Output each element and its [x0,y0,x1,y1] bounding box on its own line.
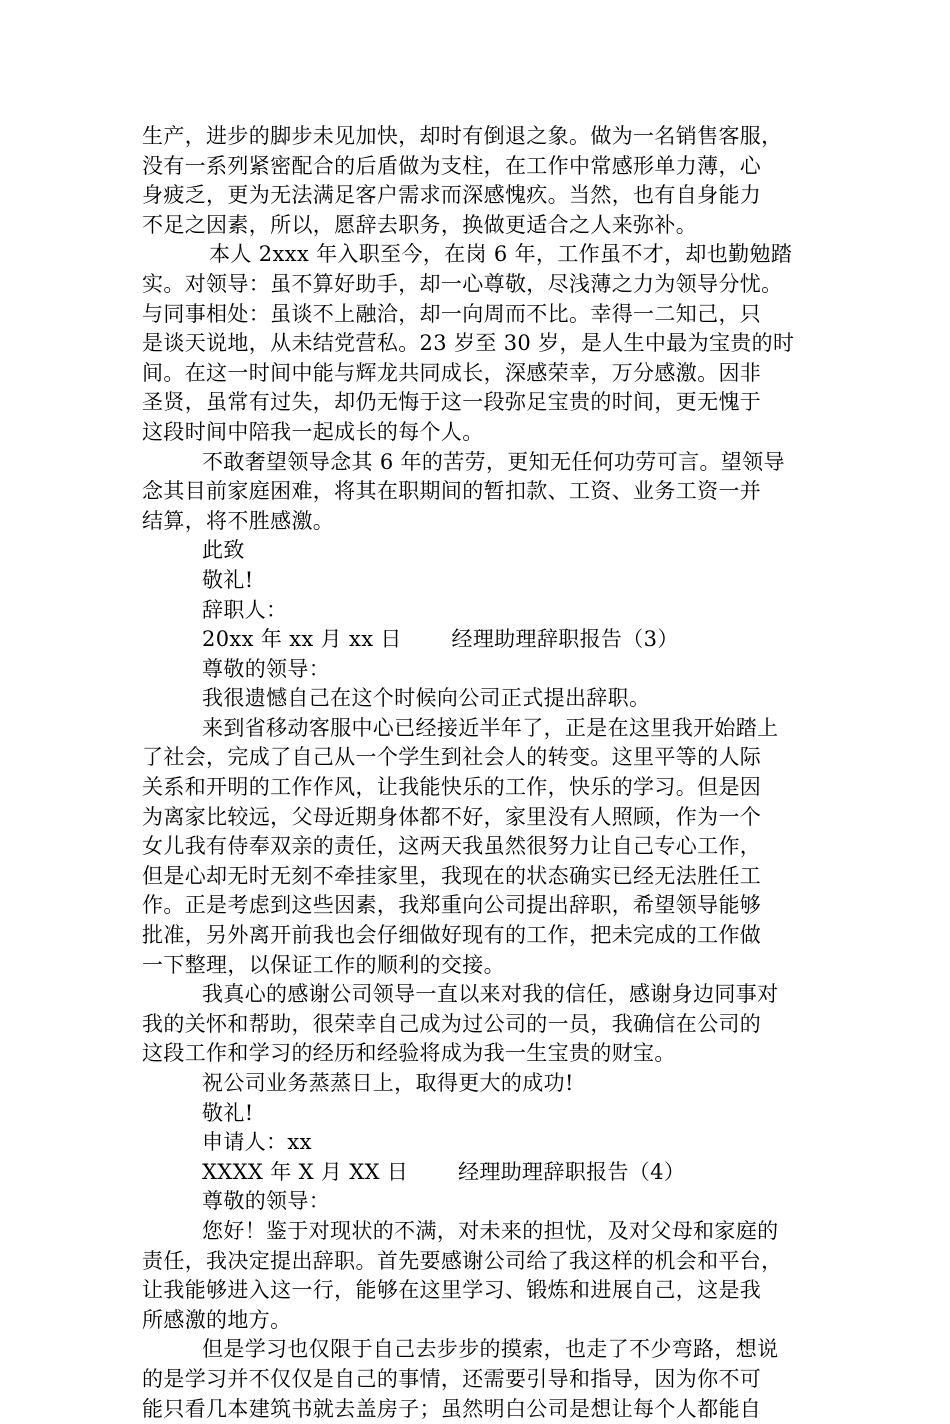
text-line: 念其目前家庭困难，将其在职期间的暂扣款、工资、业务工资一并 [142,479,762,504]
text-line: 辞职人： [202,597,288,622]
text-line: 尊敬的领导： [202,656,331,681]
text-line: 的是学习并不仅仅是自己的事情，还需要引导和指导，因为你不可 [142,1366,762,1391]
text-line: 但是学习也仅限于自己去步步的摸索，也走了不少弯路，想说 [202,1337,779,1362]
text-line: 责任，我决定提出辞职。首先要感谢公司给了我这样的机会和平台， [142,1248,783,1273]
text-line: XXXX 年 X 月 XX 日 经理助理辞职报告（4） [202,1159,686,1184]
text-line: 但是心却无时无刻不牵挂家里，我现在的状态确实已经无法胜任工 [142,863,762,888]
text-line: 我的关怀和帮助，很荣幸自己成为过公司的一员，我确信在公司的 [142,1011,762,1036]
text-line: 20xx 年 xx 月 xx 日 经理助理辞职报告（3） [202,627,679,652]
text-line: 此致 [202,538,245,563]
text-line: 敬礼! [202,567,254,592]
text-line: 作。正是考虑到这些因素，我郑重向公司提出辞职，希望领导能够 [142,893,762,918]
text-line: 所感激的地方。 [142,1307,292,1332]
text-line: 敬礼! [202,1100,254,1125]
text-line: 了社会，完成了自己从一个学生到社会人的转变。这里平等的人际 [142,745,762,770]
text-line: 生产，进步的脚步未见加快，却时有倒退之象。做为一名销售客服， [142,124,783,148]
text-line: 我真心的感谢公司领导一直以来对我的信任，感谢身边同事对 [202,982,779,1007]
text-line: 结算，将不胜感激。 [142,508,335,533]
text-line: 圣贤，虽常有过失，却仍无悔于这一段弥足宝贵的时间，更无愧于 [142,390,762,415]
text-line: 不足之因素，所以，愿辞去职务，换做更适合之人来弥补。 [142,212,698,237]
text-line: 一下整理，以保证工作的顺利的交接。 [142,952,505,977]
text-line: 与同事相处：虽谈不上融洽，却一向周而不比。幸得一二知己，只 [142,301,762,326]
text-line: 申请人：xx [202,1130,312,1155]
text-line: 能只看几本建筑书就去盖房子；虽然明白公司是想让每个人都能自 [142,1396,762,1421]
text-line: 祝公司业务蒸蒸日上，取得更大的成功! [202,1071,574,1095]
text-line: 关系和开明的工作作风，让我能快乐的工作，快乐的学习。但是因 [142,775,762,800]
text-line: 女儿我有侍奉双亲的责任，这两天我虽然很努力让自己专心工作， [142,834,762,859]
text-line: 我很遗憾自己在这个时候向公司正式提出辞职。 [202,686,651,711]
text-line: 没有一系列紧密配合的后盾做为支柱，在工作中常感形单力薄，心 [142,153,762,178]
text-line: 间。在这一时间中能与辉龙共同成长，深感荣幸，万分感激。因非 [142,360,762,385]
text-line: 是谈天说地，从未结党营私。23 岁至 30 岁，是人生中最为宝贵的时 [142,331,795,356]
text-line: 为离家比较远，父母近期身体都不好，家里没有人照顾，作为一个 [142,804,762,829]
text-line: 尊敬的领导： [202,1189,331,1214]
text-line: 不敢奢望领导念其 6 年的苦劳，更知无任何功劳可言。望领导 [202,449,785,474]
text-line: 身疲乏，更为无法满足客户需求而深感愧疚。当然，也有自身能力 [142,183,762,208]
text-line: 来到省移动客服中心已经接近半年了，正是在这里我开始踏上 [202,715,779,740]
text-line: 让我能够进入这一行，能够在这里学习、锻炼和进展自己，这是我 [142,1278,762,1303]
document-page [142,122,834,1424]
text-line: 您好！鉴于对现状的不满，对未来的担忧，及对父母和家庭的 [202,1218,779,1243]
text-line: 实。对领导：虽不算好助手，却一心尊敬，尽浅薄之力为领导分忧。 [142,271,783,296]
text-line: 本人 2xxx 年入职至今，在岗 6 年，工作虽不才，却也勤勉踏 [202,242,793,267]
text-line: 批准，另外离开前我也会仔细做好现有的工作，把未完成的工作做 [142,923,762,948]
text-line: 这段工作和学习的经历和经验将成为我一生宝贵的财宝。 [142,1041,676,1066]
text-line: 这段时间中陪我一起成长的每个人。 [142,419,484,444]
